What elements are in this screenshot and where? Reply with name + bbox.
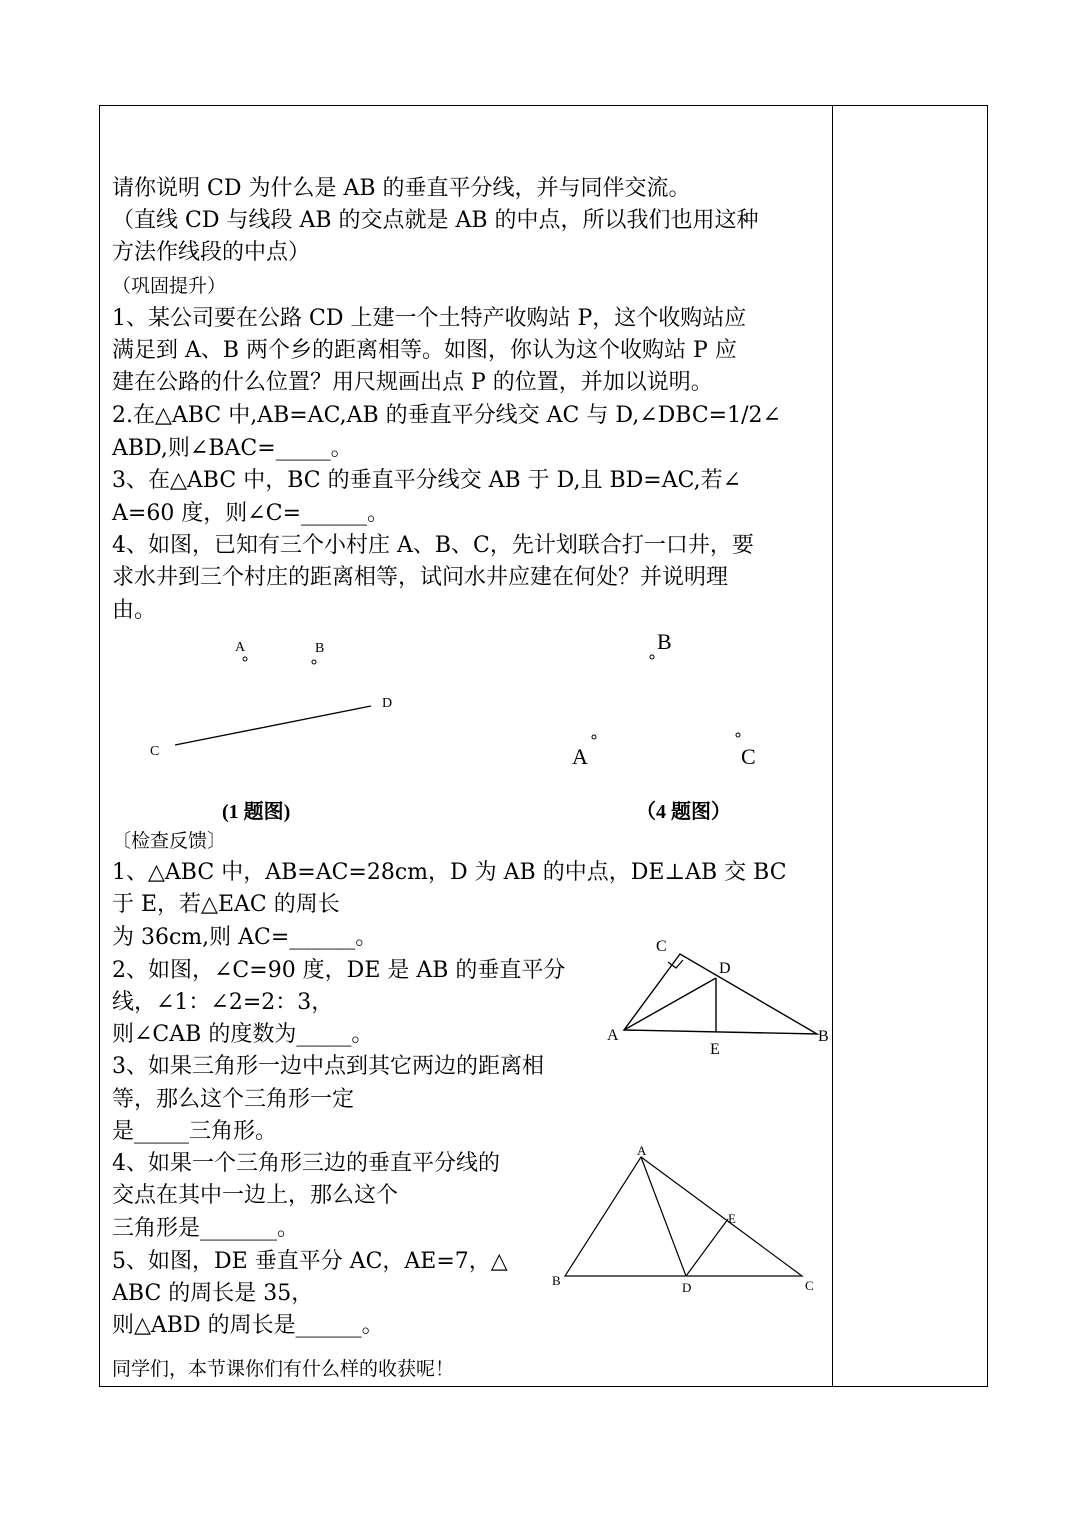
f5-label-a: A bbox=[637, 1143, 647, 1158]
f5-segment-de bbox=[686, 1219, 728, 1276]
f5-line-2: ABC 的周长是 35， bbox=[112, 1281, 314, 1306]
q1-line-1: 1、某公司要在公路 CD 上建一个土特产收购站 P，这个收购站应 bbox=[112, 306, 747, 331]
q4-line-2: 求水井到三个村庄的距离相等，试问水井应建在何处？并说明理 bbox=[112, 565, 729, 590]
f5-line-1: 5、如图，DE 垂直平分 AC，AE=7，△ bbox=[112, 1249, 508, 1274]
f5-line-3: 则△ABD 的周长是______。 bbox=[112, 1313, 384, 1338]
f2-line-3: 则∠CAB 的度数为_____。 bbox=[112, 1022, 374, 1047]
fig1-label-a: A bbox=[235, 640, 246, 655]
q1-line-3: 建在公路的什么位置？用尺规画出点 P 的位置，并加以说明。 bbox=[112, 370, 713, 395]
fig4-label-a: A bbox=[572, 744, 588, 769]
fig4-point-b bbox=[650, 655, 654, 659]
fig1-label-b: B bbox=[315, 641, 325, 656]
f2-label-e: E bbox=[710, 1041, 720, 1058]
f3-line-2: 等，那么这个三角形一定 bbox=[112, 1087, 355, 1112]
intro-line-2: （直线 CD 与线段 AB 的交点就是 AB 的中点，所以我们也用这种 bbox=[112, 208, 759, 233]
q2-line-2: ABD,则∠BAC=_____。 bbox=[112, 436, 353, 461]
f3-line-1: 3、如果三角形一边中点到其它两边的距离相 bbox=[112, 1054, 544, 1079]
f1-line-3: 为 36cm,则 AC=______。 bbox=[112, 925, 378, 950]
figure-1-caption: (1 题图) bbox=[222, 801, 291, 823]
closing-remark: 同学们，本节课你们有什么样的收获呢！ bbox=[112, 1358, 455, 1380]
f2-line-1: 2、如图，∠C=90 度，DE 是 AB 的垂直平分 bbox=[112, 958, 566, 983]
f4-line-3: 三角形是_______。 bbox=[112, 1216, 300, 1241]
fig1-label-d: D bbox=[382, 696, 393, 711]
fig1-point-b bbox=[312, 660, 316, 664]
f2-label-d: D bbox=[719, 960, 731, 977]
f2-label-c: C bbox=[656, 938, 667, 955]
fig1-point-a bbox=[243, 657, 247, 661]
f2-segment-ad bbox=[624, 978, 716, 1030]
q3-line-1: 3、在△ABC 中，BC 的垂直平分线交 AB 于 D,且 BD=AC,若∠ bbox=[112, 468, 742, 493]
consolidate-heading: （巩固提升） bbox=[112, 275, 227, 297]
f4-line-2: 交点在其中一边上，那么这个 bbox=[112, 1183, 399, 1208]
fig4-label-c: C bbox=[741, 744, 756, 769]
f5-label-c: C bbox=[805, 1278, 814, 1293]
f3-line-3: 是_____三角形。 bbox=[112, 1119, 278, 1144]
f5-triangle bbox=[565, 1157, 802, 1276]
f5-segment-ad bbox=[641, 1157, 686, 1276]
q4-line-1: 4、如图，已知有三个小村庄 A、B、C，先计划联合打一口井，要 bbox=[112, 533, 754, 558]
intro-line-1: 请你说明 CD 为什么是 AB 的垂直平分线，并与同伴交流。 bbox=[112, 176, 691, 201]
fig4-point-a bbox=[592, 735, 596, 739]
f1-line-2: 于 E，若△EAC 的周长 bbox=[112, 892, 340, 917]
fig4-label-b: B bbox=[657, 629, 672, 654]
f5-label-d: D bbox=[682, 1280, 692, 1295]
fig1-road-cd bbox=[175, 706, 371, 745]
fig1-label-c: C bbox=[150, 744, 160, 759]
q3-line-2: A=60 度，则∠C=______。 bbox=[112, 501, 390, 526]
f2-line-2: 线，∠1：∠2=2：3， bbox=[112, 990, 334, 1015]
fig4-point-c bbox=[736, 733, 740, 737]
f2-label-a: A bbox=[607, 1027, 619, 1044]
feedback-heading: 〔检查反馈〕 bbox=[112, 830, 227, 852]
f4-line-1: 4、如果一个三角形三边的垂直平分线的 bbox=[112, 1151, 500, 1176]
figure-4-caption: （4 题图） bbox=[636, 801, 731, 823]
f1-line-1: 1、△ABC 中，AB=AC=28cm，D 为 AB 的中点，DE⊥AB 交 BC bbox=[112, 860, 787, 885]
intro-line-3: 方法作线段的中点） bbox=[112, 240, 311, 265]
f5-label-e: E bbox=[728, 1211, 736, 1226]
q2-line-1: 2.在△ABC 中,AB=AC,AB 的垂直平分线交 AC 与 D,∠DBC=1/2∠ bbox=[112, 403, 781, 428]
q1-line-2: 满足到 A、B 两个乡的距离相等。如图，你认为这个收购站 P 应 bbox=[112, 338, 737, 363]
f2-label-b: B bbox=[818, 1028, 829, 1045]
q4-line-3: 由。 bbox=[112, 598, 157, 623]
f5-label-b: B bbox=[552, 1273, 561, 1288]
